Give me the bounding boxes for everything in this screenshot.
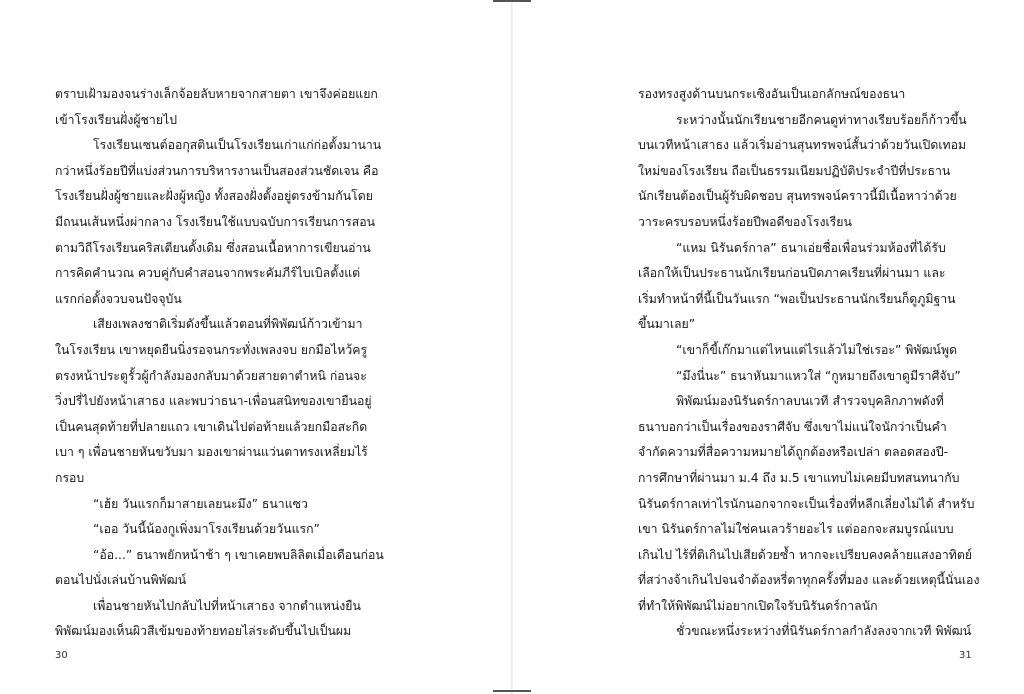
- text-line: ตอนไปนั่งเล่นบ้านพิพัฒน์: [55, 573, 187, 588]
- text-line: ในโรงเรียน เขาหยุดยืนนิ่งรอจนกระทั่งเพลงจบ ยกมือไหว้ครู: [55, 342, 368, 357]
- text-line: เสียงเพลงชาติเริ่มดังขึ้นแล้วตอนที่พิพัฒน์ก้าวเข้ามา: [93, 317, 363, 332]
- text-line: พิพัฒน์มองเห็นผิวสีเข้มของท้ายทอยไล่ระดับขึ้นไปเป็นผม: [55, 624, 352, 639]
- text-line: เบา ๆ เพื่อนชายหันขวับมา มองเขาผ่านแว่นตาทรงเหลี่ยมไร้: [55, 445, 368, 460]
- text-line: โรงเรียนฝั่งผู้ชายและฝั่งผู้หญิง ทั้งสองฝั่งตั้งอยู่ตรงข้ามกันโดย: [55, 189, 373, 204]
- text-line: นักเรียนต้องเป็นผู้รับผิดชอบ สุนทรพจน์คราวนี้มีเนื้อหาว่าด้วย: [638, 189, 957, 204]
- text-line: กว่าหนึ่งร้อยปีที่แบ่งส่วนการบริหารงานเป็นสองส่วนชัดเจน คือ: [55, 163, 379, 178]
- text-line: เป็นคนสุดท้ายที่ปลายแถว เขาเดินไปต่อท้ายแล้วยกมือสะกิด: [55, 419, 368, 434]
- text-line: วาระครบรอบหนึ่งร้อยปีพอดีของโรงเรียน: [638, 214, 852, 229]
- text-line: แรกก่อตั้งจวบจนปัจจุบัน: [55, 291, 182, 306]
- text-line: “เขาก็ขี้เก๊กมาแต่ไหนแต่ไรแล้วไม่ใช่เรอะ” พิพัฒน์พูด: [676, 342, 958, 357]
- text-line: การศึกษาที่ผ่านมา ม.4 ถึง ม.5 เขาแทบไม่เคยมีบทสนทนากับ: [638, 470, 960, 485]
- text-line: ตรงหน้าประตูรั้วผู้กำลังมองกลับมาด้วยสายตาตำหนิ ก่อนจะ: [55, 368, 367, 383]
- text-line: เริ่มทำหน้าที่นี้เป็นวันแรก “พอเป็นประธานนักเรียนก็ดูภูมิฐาน: [638, 291, 956, 306]
- text-line: เขา นิรันดร์กาลไม่ใช่คนเลวร้ายอะไร แต่ออกจะสมบูรณ์แบบ: [638, 522, 954, 537]
- text-line: รองทรงสูงด้านบนกระเซิงอันเป็นเอกลักษณ์ของธนา: [638, 87, 906, 101]
- text-line: เกินไป ไร้ที่ติเกินไปเสียด้วยซ้ำ หากจะเปรียบคงคล้ายแสงอาทิตย์: [638, 547, 973, 562]
- text-line: ที่สว่างจ้าเกินไปจนจำต้องหรี่ตาทุกครั้งที่มอง และด้วยเหตุนี้นั่นเอง: [638, 573, 980, 588]
- right-page: [512, 0, 1024, 694]
- right-page-text: [638, 82, 1024, 645]
- text-line: ขึ้นมาเลย”: [638, 317, 696, 332]
- text-line: นิรันดร์กาลเท่าไรนักนอกจากจะเป็นเรื่องที่หลีกเลี่ยงไม่ได้ สำหรับ: [638, 496, 975, 511]
- text-line: ระหว่างนั้นนักเรียนชายอีกคนดูท่าทางเรียบร้อยก็ก้าวขึ้น: [676, 112, 967, 127]
- text-line: เพื่อนชายหันไปกลับไปที่หน้าเสาธง จากตำแหน่งยืน: [93, 598, 361, 613]
- text-line: ตามวิถีโรงเรียนคริสเตียนดั้งเดิม ซึ่งสอนเนื้อหาการเขียนอ่าน: [55, 240, 371, 255]
- text-line: “เฮ้ย วันแรกก็มาสายเลยนะมึง” ธนาแซว: [93, 496, 308, 511]
- text-line: จำกัดความที่สื่อความหมายได้ถูกต้องหรือเปล่า ตลอดสองปี-: [638, 445, 949, 460]
- text-line: เลือกให้เป็นประธานนักเรียนก่อนปิดภาคเรียนที่ผ่านมา และ: [638, 266, 946, 281]
- text-line: ธนาบอกว่าเป็นเรื่องของราศีจับ ซึ่งเขาไม่แน่ใจนักว่าเป็นคำ: [638, 419, 947, 434]
- text-line: ชั่วขณะหนึ่งระหว่างที่นิรันดร์กาลกำลังลงจากเวที พิพัฒน์: [676, 624, 972, 639]
- text-line: “เออ วันนี้น้องกูเพิ่งมาโรงเรียนด้วยวันแรก”: [93, 522, 320, 537]
- text-line: การคิดคำนวณ ควบคู่กับคำสอนจากพระคัมภีร์ไบเบิลตั้งแต่: [55, 266, 361, 281]
- left-page-number: 30: [55, 650, 68, 661]
- right-page-number: 31: [959, 650, 972, 661]
- text-line: เข้าโรงเรียนฝั่งผู้ชายไป: [55, 112, 178, 127]
- text-line: โรงเรียนเซนต์ออกุสตินเป็นโรงเรียนเก่าแก่ก่อตั้งมานาน: [93, 138, 382, 153]
- text-line: พิพัฒน์มองนิรันดร์กาลบนเวที สำรวจบุคลิกภาพดังที่: [676, 394, 944, 409]
- text-line: บนเวทีหน้าเสาธง แล้วเริ่มอ่านสุนทรพจน์สั้นว่าด้วยวันเปิดเทอม: [638, 138, 967, 153]
- text-line: “มึงนี่นะ” ธนาหันมาแหวใส่ “กูหมายถึงเขาดูมีราศีจับ”: [676, 368, 961, 383]
- text-line: “แหม นิรันดร์กาล” ธนาเอ่ยชื่อเพื่อนร่วมห้องที่ได้รับ: [676, 240, 946, 255]
- text-line: วิ่งปรี่ไปยังหน้าเสาธง และพบว่าธนา-เพื่อนสนิทของเขายืนอยู่: [55, 394, 372, 409]
- text-line: มีถนนเส้นหนึ่งผ่ากลาง โรงเรียนใช้แบบฉบับการเรียนการสอน: [55, 214, 376, 229]
- text-line: กรอบ: [55, 470, 85, 485]
- left-page-text: [55, 82, 447, 645]
- text-line: ที่ทำให้พิพัฒน์ไม่อยากเปิดใจรับนิรันดร์กาลนัก: [638, 598, 878, 613]
- text-line: ตราบเฝ้ามองจนร่างเล็กจ้อยลับหายจากสายตา เขาจึงค่อยแยก: [55, 87, 378, 101]
- text-line: “อ้อ...” ธนาพยักหน้าช้า ๆ เขาเคยพบลิลิตเมื่อเดือนก่อน: [93, 547, 384, 562]
- text-line: ใหม่ของโรงเรียน ถือเป็นธรรมเนียมปฏิบัติประจำปีที่ประธาน: [638, 163, 951, 178]
